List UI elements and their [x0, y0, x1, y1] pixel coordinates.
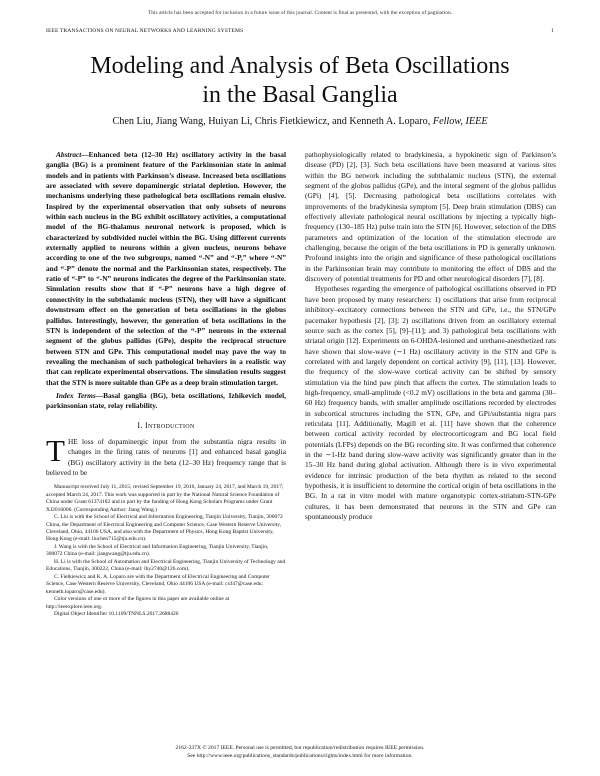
intro-text: HE loss of dopaminergic input from the substantia nigra results in changes in the firing rates of neurons [1] and enhanced basal ganglia (BG) oscillatory activity in the beta (12–30 Hz) frequency range that is believed to be: [46, 436, 286, 477]
section-title: Introduction: [144, 420, 195, 430]
title-line-2: in the Basal Ganglia: [202, 82, 398, 108]
title-line-1: Modeling and Analysis of Beta Oscillations: [90, 53, 510, 79]
footnotes: [46, 484, 286, 618]
author-names: Chen Liu, Jiang Wang, Huiyan Li, Chris Fietkiewicz, and Kenneth A. Loparo,: [112, 116, 431, 127]
footnote-color-versions: Color versions of one or more of the figures in this paper are available online at http://ieeexplore.ieee.org.: [46, 596, 230, 610]
running-head: [46, 28, 554, 34]
footnote-author-wang: J. Wang is with the School of Electrical and Information Engineering, Tianjin University, Tianjin, 300072 China (e-mail: jiangwang@tju.edu.cn).: [46, 543, 269, 558]
author-list: [40, 116, 560, 127]
rights-line: See http://www.ieee.org/publications_standards/publications/rights/index.html for more information.: [187, 753, 413, 759]
footnote-doi: Digital Object Identifier 10.1109/TNNLS.2017.2688426: [54, 611, 179, 618]
footnote-author-li: H. Li is with the School of Automation and Electrical Engineering, Tianjin University of Technology and Educations, Tianjin, 300222, China (e-mail: lhy2740@126.com).: [46, 558, 286, 573]
page-footer: [0, 744, 600, 760]
body-paragraph-2: Hypotheses regarding the emergence of pathological oscillations observed in PD have been proposed by many researchers: 1) oscillations that arise from reciprocal inhibitory–excitatory connections between the STN and GPe, i.e., the STN/GPe pacemaker hypothesis [2], [3]; 2) oscillations driven from an oscillatory external source such as the cortex [5], [9]–[11]; and 3) pathological beta oscillations with striatal origin [12]. Experiments on 6-OHDA-lesioned and urethane-anesthetized rats have shown that slow-wave (∼1 Hz) oscillatory activity in the STN and GPe is correlated with and largely dependent on cortical activity [9], [11], [13]. However, the frequency of the slow-wave cortical activity can be shifted by sensory stimulation via the hind paw pinch that affects the cortex. The stimulation leads to high-frequency, small-amplitude (<0.2 mV) oscillations in the beta and gamma (30–60 Hz) frequency bands, with smaller amplitude oscillations recorded by electrodes in subcortical structures including the STN, GPe, and GPi/substantia nigra pars reticulata [11]. Additionally, Magill et al. [11] have shown that the coherence between cortical activity recorded by electrocorticogram and BG local field potentials (LFPs) depends on the BG recording site. It was confirmed that coherence in the ∼1-Hz band during slow-wave activity was significantly greater than in the 15–30 Hz band during global activation. Although there is in vivo experimental evidence for intrinsic production of the beta rhythm as related to the second hypothesis, it is insufficient to determine the cortical origin of beta oscillations in the BG. In a rat in vitro model with mature organotypic cortex-striatum-STN-GPe cultures, it has been demonstrated that neurons in the STN and GPe can spontaneously produce: [305, 284, 556, 522]
section-heading: [46, 421, 286, 431]
intro-paragraph: [46, 432, 286, 478]
acceptance-notice: This article has been accepted for inclusion in a future issue of this journal. Content is final as presented, with the exception of pagination.: [147, 10, 453, 16]
body-paragraph-1: pathophysiologically related to bradykinesia, a hypokinetic sign of Parkinson’s disease (PD) [2], [3]. Such beta oscillations have been measured at various sites within the BG network including the subthalamic nucleus (STN), the external segment of the globus pallidus (GPe), and the interal segment of the globus pallidus (GPi) [4], [5]. Decreasing pathological beta oscillations correlates with improvements of the bradykinesia symptom [5]. Deep brain stimulation (DBS) can effectively alleviate pathological neural oscillations by injecting a typically high-frequency (130–185 Hz) pulse train into the STN [6]. However, selection of the DBS parameters and optimization of the location of the stimulation electrode are challenging, because the origin of the beta oscillations in PD is generally unknown. Profound insights into the origin and significance of these pathological oscillations in the Parkinsonian brain may contribute to monitoring the effect of DBS and the discovery of potential treatments for PD and other neurological disorders [7], [8].: [305, 150, 556, 284]
right-column: [305, 150, 556, 522]
left-column: [46, 150, 286, 618]
footnote-manuscript: Manuscript received July 11, 2015; revised September 19, 2016, January 24, 2017, and March 19, 2017; accepted March 24, 2017. This work was supported in part by the National Natural Science Foundation of China under Grant 61374182 and in part by the funding of Hong Kong Scholars Programs under Grant XJ2016006. (Corresponding Author: Jiang Wang.): [46, 484, 284, 513]
paper-title: [40, 52, 560, 110]
index-terms-label: Index Terms: [56, 390, 96, 400]
index-terms: [46, 391, 286, 412]
copyright-line: 2162-237X © 2017 IEEE. Personal use is permitted, but republication/redistribution requires IEEE permission.: [175, 745, 425, 751]
author-fellow: Fellow, IEEE: [432, 116, 488, 127]
abstract-dash: —: [81, 150, 89, 159]
footnote-author-liu: C. Liu is with the School of Electrical and Information Engineering, Tianjin University, Tianjin, 300072 China, the Department of Electrical Engineering and Computer Science, Case Western Reserve University, Cleveland, Ohio, 44106 USA, and also with the Department of Physics, Hong Kong Baptist University, Hong Kong (e-mail: liuchen715@tju.edu.cn).: [46, 514, 283, 543]
abstract-text: Enhanced beta (12–30 Hz) oscillatory activity in the basal ganglia (BG) is a prominent feature of the Parkinsonian state in animal models and in patients with Parkinson’s disease. Increased beta oscillations are associated with severe dopaminergic striatal depletion. However, the mechanisms underlying these pathological beta oscillations remain elusive. Inspired by the experimental observation that only subsets of neurons within each nucleus in the BG exhibit oscillatory activities, a computational model of the BG-thalamus neuronal network is proposed, which is characterized by subdivided nuclei within the BG. Using different currents externally applied to neurons within a given nucleus, neurons behave according to one of the two subgroups, named “-N” and “-P,” where “-N” and “-P” denote the normal and the Parkinsonian states, respectively. The ratio of “-P” to “-N” neurons indicates the degree of the Parkinsonian state. Simulation results show that if “-P” neurons have a high degree of connectivity in the subthalamic nucleus (STN), they will have a significant downstream effect on the generation of beta oscillations in the globus pallidus. Interestingly, however, the generation of beta oscillations in the STN is independent of the selection of the “-P” neurons in the external segment of the globus pallidus (GPe), despite the reciprocal structure between STN and GPe. This computational model may pave the way to revealing the mechanism of such pathological behaviors in a realistic way that can replicate experimental observations. The simulation results suggest that the STN is more suitable than GPe as a deep brain stimulation target.: [46, 150, 286, 387]
abstract: [46, 150, 286, 388]
section-number: I.: [137, 420, 143, 430]
footnote-author-fietkiewicz-loparo: C. Fietkiewicz and K. A. Loparo are with the Department of Electrical Engineering and Computer Science, Case Western Reserve University, Cleveland, Ohio 44106 USA (e-mail: cxf47@case.edu; kenneth.loparo@case.edu).: [46, 573, 270, 595]
index-terms-text: Basal ganglia (BG), beta oscillations, Izhikevich model, parkinsonian state, relay reliability.: [46, 390, 286, 411]
page-number: 1: [551, 28, 554, 34]
abstract-label: Abstract: [56, 150, 82, 159]
journal-name: IEEE TRANSACTIONS ON NEURAL NETWORKS AND LEARNING SYSTEMS: [46, 28, 244, 34]
index-terms-dash: —: [95, 390, 104, 400]
drop-cap: T: [46, 432, 65, 468]
